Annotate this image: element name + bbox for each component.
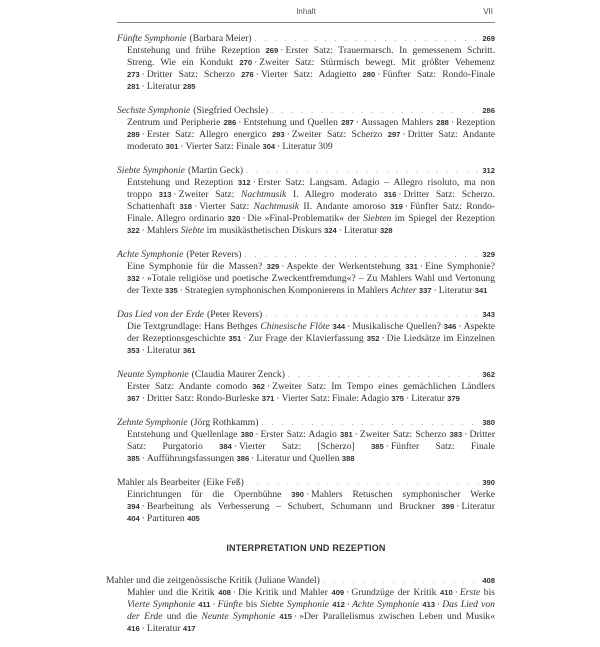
entry-subsections: Einrichtungen für die Opernbühne 390 · Mahlers Retuschen symphonischer Werke 394 · Bearbeitung als Verbesserung – Schubert, Schumann und Bruckner 399 · Literatur 404 · Partituren 405 (127, 489, 495, 524)
entry-author: (Claudia Maurer Zenck) (191, 369, 285, 380)
toc-entry[interactable] (117, 309, 495, 357)
subsection-page-number[interactable]: 361 (182, 346, 196, 355)
bullet-separator: · (212, 599, 216, 610)
subsection-page-number[interactable]: 346 (443, 322, 457, 331)
subsection-page-number[interactable]: 380 (240, 430, 254, 439)
bullet-separator: · (141, 345, 145, 356)
italic-title: Nachtmusik (253, 201, 299, 212)
bullet-separator: · (173, 189, 177, 200)
toc-entry[interactable] (117, 369, 495, 405)
subsection-page-number[interactable]: 344 (332, 322, 346, 331)
entry-title[interactable]: Achte Symphonie (117, 249, 184, 260)
subsection-page-number[interactable]: 319 (390, 202, 403, 211)
subsection-page-number[interactable]: 362 (252, 382, 265, 391)
bullet-separator: · (179, 285, 183, 296)
subsection-page-number[interactable]: 367 (127, 394, 140, 403)
entry-page-number[interactable]: 329 (482, 250, 495, 259)
entry-author: (Siegfried Oechsle) (193, 105, 269, 116)
italic-title: Vierte Symphonie (127, 599, 196, 610)
bullet-separator: · (294, 611, 298, 622)
subsection-page-number[interactable]: 335 (165, 286, 178, 295)
dot-leader (265, 309, 479, 321)
entry-page-number[interactable]: 408 (482, 576, 495, 585)
entry-title[interactable]: Neunte Symphonie (117, 369, 189, 380)
subsection-page-number[interactable]: 351 (228, 334, 242, 343)
entry-title[interactable]: Siebte Symphonie (117, 165, 185, 176)
entry-author: (Jörg Rothkamm) (190, 417, 259, 428)
bullet-separator: · (252, 177, 256, 188)
running-header (117, 0, 495, 23)
entry-heading[interactable] (117, 33, 495, 45)
subsection-page-number[interactable]: 379 (447, 394, 460, 403)
bullet-separator: · (180, 141, 184, 152)
italic-title: Erste (459, 587, 481, 598)
entry-page-number[interactable]: 380 (482, 418, 495, 427)
entry-subsections: Die Textgrundlage: Hans Bethges Chinesische Flöte 344 · Musikalische Quellen? 346 · Aspekte der Rezeptionsgeschichte 351 · Zur Frage der Klavierfassung 352 · Die Liedsätze im Einzelnen 353 · Literatur 361 (127, 321, 495, 356)
subsection-page-number[interactable]: 297 (387, 130, 401, 139)
subsection-page-number[interactable]: 318 (179, 202, 192, 211)
subsection-page-number[interactable]: 371 (261, 394, 275, 403)
toc-entry[interactable] (117, 165, 495, 237)
toc-entry[interactable] (117, 417, 495, 465)
bullet-separator: · (437, 599, 441, 610)
bullet-separator: · (347, 321, 351, 332)
subsection-page-number[interactable]: 383 (449, 430, 463, 439)
bullet-separator: · (243, 333, 247, 344)
entry-author: (Eike Feß) (203, 477, 244, 488)
subsection-page-number[interactable]: 285 (182, 82, 196, 91)
bullet-separator: · (456, 501, 460, 512)
entry-page-number[interactable]: 312 (482, 166, 495, 175)
entry-subsections: Entstehung und Rezeption 312 · Erster Satz: Langsam. Adagio – Allegro risoluto, ma non troppo 313 · Zweiter Satz: Nachtmusik I. Allegro moderato 316 · Dritter Satz: Scherzo. Schattenhaft 318 · Vierter Satz: Nachtmusik II. Andante amoroso 319 · Fünfter Satz: Rondo-Finale. Allegro ordinario 320 · Die »Final-Problematik« der Siebten im Spiegel der Rezeption 322 · Mahlers Siebte im musikästhetischen Diskurs 324 · Literatur 328 (127, 177, 496, 236)
subsection-page-number[interactable]: 270 (239, 58, 253, 67)
dot-leader (255, 33, 480, 45)
entry-subsections: Entstehung und frühe Rezeption 269 · Erster Satz: Trauermarsch. In gemessenem Schritt. Streng. Wie ein Kondukt 270 · Zweiter Satz: Stürmisch bewegt. Mit größter Vehemenz 273 · Dritter Satz: Scherzo 276 · Vierter Satz: Adagietto 280 · Fünfter Satz: Rondo-Finale 281 · Literatur 285 (127, 45, 495, 92)
entry-author: (Martin Geck) (187, 165, 244, 176)
bullet-separator: · (280, 45, 284, 56)
subsection-page-number[interactable]: 331 (405, 262, 418, 271)
entry-subsections: Zentrum und Peripherie 286 · Entstehung und Quellen 287 · Aussagen Mahlers 288 · Rezeption 289 · Erster Satz: Allegro energico 293 · Zweiter Satz: Scherzo 297 · Dritter Satz: Andante moderato 301 · Vierter Satz: Finale 304 · Literatur 309 (127, 117, 496, 152)
entry-subsections: Entstehung und Quellenlage 380 · Erster Satz: Adagio 381 · Zweiter Satz: Scherzo 383 · Dritter Satz: Purgatorio 384 · Vierter Satz: [Scherzo] 385 · Fünfter Satz: Finale 385 · Aufführungsfassungen 386 · Literatur und Quellen 388 (127, 429, 496, 464)
subsection-page-number[interactable]: 341 (474, 286, 488, 295)
italic-title: Das Lied von der Erde (127, 599, 495, 622)
subsection-page-number[interactable]: 322 (127, 226, 140, 235)
dot-leader (323, 575, 479, 587)
subsection-page-number[interactable]: 324 (324, 226, 337, 235)
subsection-page-number[interactable]: 375 (391, 394, 404, 403)
subsection-page-number[interactable]: 415 (279, 612, 292, 621)
italic-title: Siebte Symphonie (260, 599, 329, 610)
entry-title[interactable]: Fünfte Symphonie (117, 33, 187, 44)
subsection-page-number[interactable]: 320 (227, 214, 241, 223)
subsection-page-number[interactable]: 385 (371, 442, 384, 451)
subsection-page-number[interactable]: 409 (331, 588, 345, 597)
bullet-separator: · (255, 429, 259, 440)
bullet-separator: · (305, 489, 310, 500)
dot-leader (246, 165, 479, 177)
bullet-separator: · (141, 393, 145, 404)
bullet-separator: · (141, 225, 145, 236)
bullet-separator: · (141, 273, 145, 284)
bullet-separator: · (433, 285, 437, 296)
subsection-page-number[interactable]: 416 (127, 624, 140, 633)
bullet-separator: · (402, 129, 406, 140)
bullet-separator: · (233, 441, 238, 452)
header-title: Inhalt (296, 7, 316, 16)
entry-subsections: Mahler und die Kritik 408 · Die Kritik und Mahler 409 · Grundzüge der Kritik 410 · Erste bis Vierte Symphonie 411 · Fünfte bis Siebte Symphonie 412 · Achte Symphonie 413 · Das Lied von der Erde und die Neunte Symphonie 415 · »Der Parallelismus zwischen Leben und Musik« 416 · Literatur 417 (127, 587, 495, 634)
subsection-page-number[interactable]: 281 (127, 82, 140, 91)
bullet-separator: · (141, 501, 145, 512)
entry-author: (Barbara Meier) (189, 33, 252, 44)
bullet-separator: · (141, 623, 145, 634)
toc-entry[interactable] (117, 33, 495, 93)
bullet-separator: · (464, 429, 468, 440)
bullet-separator: · (238, 117, 242, 128)
bullet-separator: · (346, 587, 350, 598)
dot-leader (247, 477, 479, 489)
toc-entry[interactable] (117, 477, 495, 525)
bullet-separator: · (251, 453, 255, 464)
italic-title: Achter (390, 285, 417, 296)
entry-heading[interactable] (117, 369, 495, 381)
entry-page-number[interactable]: 343 (482, 310, 495, 319)
bullet-separator: · (266, 381, 271, 392)
bullet-separator: · (141, 453, 145, 464)
bullet-separator: · (255, 69, 259, 80)
subsection-page-number[interactable]: 276 (241, 70, 254, 79)
bullet-separator: · (377, 69, 381, 80)
dot-leader (261, 417, 479, 429)
bullet-separator: · (404, 201, 409, 212)
bullet-separator: · (355, 117, 359, 128)
entry-title[interactable]: Das Lied von der Erde (117, 309, 205, 320)
subsection-page-number[interactable]: 301 (165, 142, 179, 151)
entry-heading[interactable] (106, 575, 495, 587)
bullet-separator: · (286, 129, 290, 140)
subsection-page-number[interactable]: 386 (236, 454, 250, 463)
entry-subsections: Erster Satz: Andante comodo 362 · Zweiter Satz: Im Tempo eines gemächlichen Ländlers 367 · Dritter Satz: Rondo-Burleske 371 · Vierter Satz: Finale: Adagio 375 · Literatur 379 (127, 381, 495, 404)
subsection-page-number[interactable]: 413 (422, 600, 436, 609)
entry-heading[interactable] (117, 477, 495, 489)
section-heading: INTERPRETATION UND REZEPTION (226, 543, 386, 553)
entry-title[interactable]: Sechste Symphonie (117, 105, 191, 116)
subsection-page-number[interactable]: 381 (340, 430, 353, 439)
subsection-page-number[interactable]: 390 (291, 490, 304, 499)
bullet-separator: · (354, 429, 358, 440)
subsection-page-number[interactable]: 337 (418, 286, 432, 295)
bullet-separator: · (381, 333, 385, 344)
subsection-page-number[interactable]: 328 (379, 226, 393, 235)
bullet-separator: · (277, 141, 281, 152)
bullet-separator: · (398, 189, 402, 200)
bullet-separator: · (419, 261, 424, 272)
entry-author: (Juliane Wandel) (255, 575, 320, 586)
bullet-separator: · (141, 513, 145, 524)
entry-heading[interactable] (117, 417, 495, 429)
subsection-page-number[interactable]: 316 (383, 190, 397, 199)
italic-title: Nachtmusik (241, 189, 287, 200)
bullet-separator: · (281, 261, 285, 272)
bullet-separator: · (276, 393, 280, 404)
italic-title: Achte Symphonie (352, 599, 420, 610)
entry-heading[interactable] (117, 309, 495, 321)
dot-leader (245, 249, 480, 261)
entry-page-number[interactable]: 362 (482, 370, 495, 379)
entry-heading[interactable] (117, 105, 495, 117)
subsection-page-number[interactable]: 286 (223, 118, 237, 127)
bullet-separator: · (254, 57, 258, 68)
subsection-page-number[interactable]: 385 (127, 454, 140, 463)
italic-title: Neunte Symphonie (201, 611, 276, 622)
subsection-page-number[interactable]: 304 (262, 142, 276, 151)
entry-title[interactable]: Mahler und die zeitgenössische Kritik (106, 575, 253, 586)
entry-heading[interactable] (117, 249, 495, 261)
toc-entry[interactable] (117, 249, 495, 297)
subsection-page-number[interactable]: 411 (198, 600, 211, 609)
subsection-page-number[interactable]: 410 (440, 588, 453, 597)
bullet-separator: · (346, 599, 351, 610)
subsection-page-number[interactable]: 313 (158, 190, 172, 199)
italic-title: Chinesische Flöte (260, 321, 330, 332)
entry-page-number[interactable]: 269 (482, 34, 495, 43)
dot-leader (271, 105, 479, 117)
bullet-separator: · (338, 225, 342, 236)
toc-entries (117, 33, 495, 525)
bullet-separator: · (450, 117, 455, 128)
subsection-page-number[interactable]: 352 (366, 334, 380, 343)
entry-page-number[interactable]: 286 (482, 106, 495, 115)
entry-page-number[interactable]: 390 (482, 478, 495, 487)
bullet-separator: · (232, 587, 237, 598)
subsection-page-number[interactable]: 269 (265, 46, 279, 55)
subsection-page-number[interactable]: 329 (266, 262, 280, 271)
subsection-page-number[interactable]: 408 (218, 588, 231, 597)
bullet-separator: · (141, 81, 145, 92)
table-of-contents (106, 33, 496, 647)
subsection-page-number[interactable]: 412 (332, 600, 345, 609)
subsection-page-number[interactable]: 353 (127, 346, 140, 355)
subsection-page-number[interactable]: 293 (271, 130, 285, 139)
toc-entry[interactable] (106, 575, 495, 635)
italic-title: Siebte (180, 225, 205, 236)
bullet-separator: · (242, 213, 246, 224)
entry-title[interactable]: Zehnte Symphonie (117, 417, 188, 428)
entry-author: (Peter Revers) (207, 309, 263, 320)
entry-subsections: Eine Symphonie für die Massen? 329 · Aspekte der Werkentstehung 331 · Eine Symphonie? 332 · »Totale religiöse und poetische Zweckentfremdung«? – Zu Mahlers Wahl und Vertonung der Texte 335 · Strategien symphonischen Komponierens in Mahlers Achter 337 · Literatur 341 (127, 261, 495, 296)
subsection-page-number[interactable]: 287 (341, 118, 354, 127)
bullet-separator: · (406, 393, 410, 404)
subsection-page-number[interactable]: 273 (127, 70, 140, 79)
subsection-page-number[interactable]: 384 (219, 442, 232, 451)
bullet-separator: · (385, 441, 389, 452)
entry-title[interactable]: Mahler als Bearbeiter (117, 477, 201, 488)
subsection-page-number[interactable]: 417 (182, 624, 196, 633)
subsection-page-number[interactable]: 332 (127, 274, 140, 283)
subsection-page-number[interactable]: 280 (362, 70, 376, 79)
dot-leader (288, 369, 479, 381)
bullet-separator: · (141, 69, 145, 80)
italic-title: Fünfte (217, 599, 243, 610)
subsection-page-number[interactable]: 399 (441, 502, 455, 511)
bullet-separator: · (454, 587, 458, 598)
toc-entry[interactable] (117, 105, 495, 153)
bullet-separator: · (458, 321, 462, 332)
subsection-page-number[interactable]: 312 (237, 178, 251, 187)
italic-title: Siebten (363, 213, 392, 224)
bullet-separator: · (141, 129, 145, 140)
subsection-page-number[interactable]: 404 (127, 514, 140, 523)
bullet-separator: · (193, 201, 198, 212)
header-page-number: VII (483, 7, 493, 16)
subsection-page-number[interactable]: 289 (127, 130, 140, 139)
entry-heading[interactable] (117, 165, 495, 177)
subsection-page-number[interactable]: 288 (436, 118, 449, 127)
entry-author: (Peter Revers) (186, 249, 242, 260)
subsection-page-number[interactable]: 388 (341, 454, 355, 463)
subsection-page-number[interactable]: 394 (127, 502, 140, 511)
section-toc-entries (106, 575, 495, 635)
subsection-page-number[interactable]: 405 (187, 514, 200, 523)
